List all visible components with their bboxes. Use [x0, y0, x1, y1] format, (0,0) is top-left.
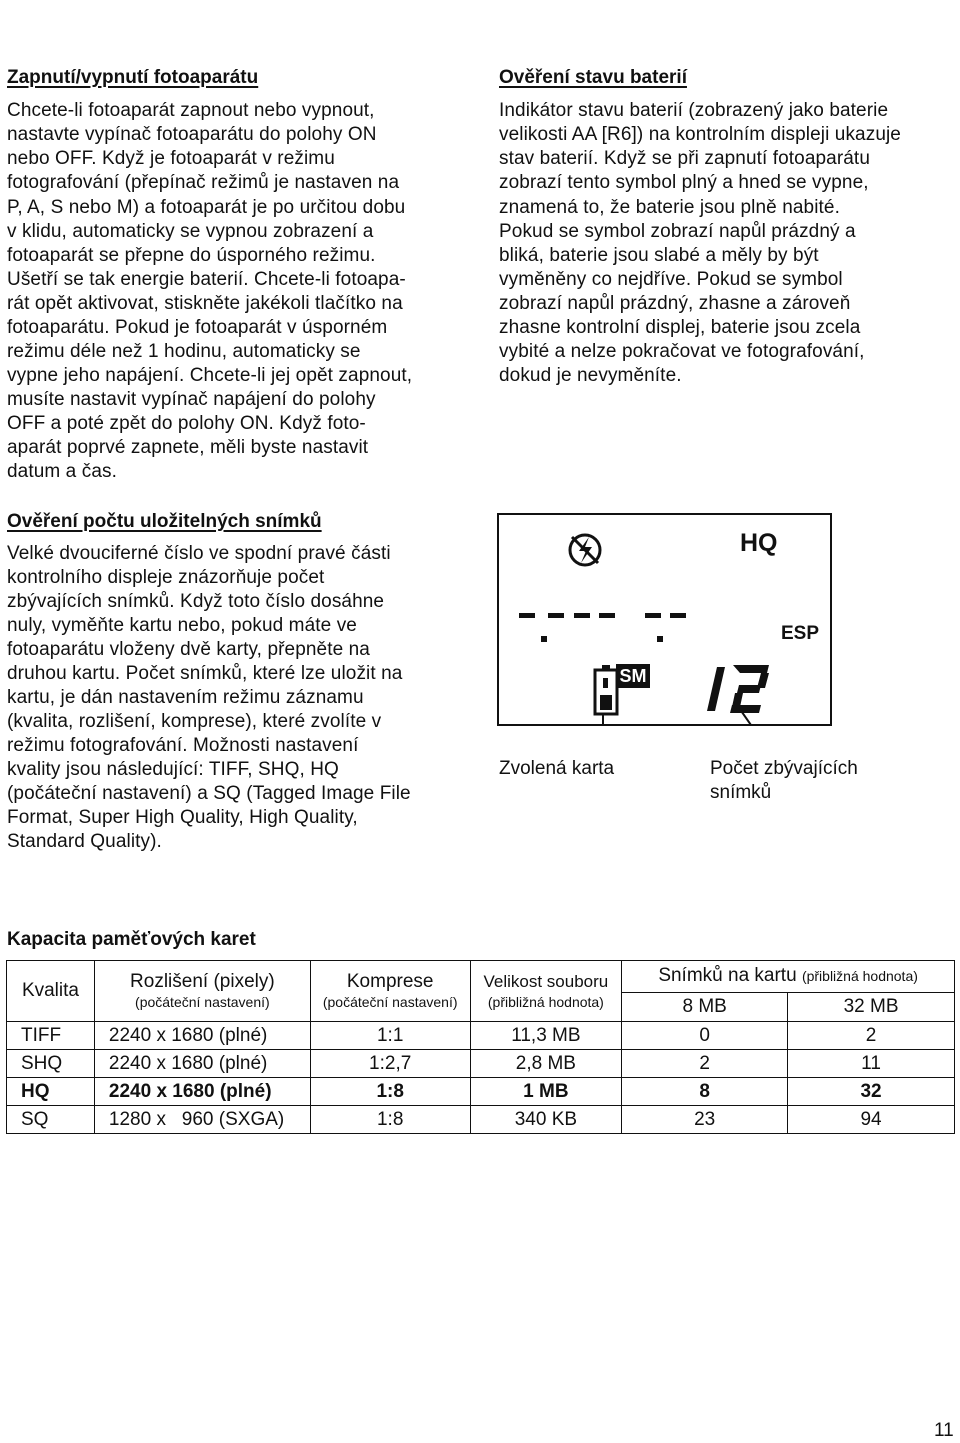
control-panel-drawing	[499, 515, 830, 724]
card-capacity-table	[6, 960, 955, 1134]
table-row	[7, 1106, 955, 1134]
frame-count-digits	[707, 665, 769, 713]
text-line: zobrazí napůl prázdný, zhasne a zároveň	[499, 293, 851, 314]
cell-8mb: 0	[622, 1022, 788, 1050]
text-line: zhasne kontrolní displej, baterie jsou zcela	[499, 317, 861, 338]
segment-dashes	[519, 613, 686, 642]
text-line: fotoaparátu vloženy dvě karty, přepněte na	[7, 639, 370, 660]
text-line: znamená to, že baterie jsou plně nabité.	[499, 197, 840, 218]
text-line: Standard Quality).	[7, 831, 162, 852]
text-line: Velké dvouciferné číslo ve spodní pravé části	[7, 543, 391, 564]
caption-remaining-frames-1: Počet zbývajících	[710, 758, 858, 779]
table-title: Kapacita paměťových karet	[7, 929, 256, 950]
text-line: fotoaparát se přepne do úsporného režimu.	[7, 245, 376, 266]
hq-indicator: HQ	[740, 529, 778, 557]
cell-rozliseni: 2240 x 1680 (plné)	[94, 1078, 310, 1106]
table-row	[7, 1022, 955, 1050]
text-line: režimu déle než 1 hodinu, automaticky se	[7, 341, 361, 362]
text-line: vyměněny co nejdříve. Pokud se symbol	[499, 269, 843, 290]
text-line: nebo OFF. Když je fotoaparát v režimu	[7, 148, 335, 169]
text-line: v klidu, automaticky se vypnou zobrazení a	[7, 221, 374, 242]
cell-komprese: 1:1	[310, 1022, 470, 1050]
text-line: bliká, baterie jsou slabé a měly by být	[499, 245, 819, 266]
text-line: kontrolního displeje znázorňuje počet	[7, 567, 325, 588]
cell-velikost: 1 MB	[470, 1078, 622, 1106]
header-snimku: Snímků na kartu (přibližná hodnota)	[622, 961, 955, 993]
text-line: OFF a poté zpět do polohy ON. Když foto-	[7, 413, 366, 434]
header-kvalita: Kvalita	[7, 961, 95, 1022]
text-line: stav baterií. Když se při zapnutí fotoaparátu	[499, 148, 870, 169]
text-line: kartu, je dán nastavením režimu záznamu	[7, 687, 364, 708]
heading-power: Zapnutí/vypnutí fotoaparátu	[7, 67, 259, 88]
cell-8mb: 8	[622, 1078, 788, 1106]
cell-kvalita: SHQ	[7, 1050, 95, 1078]
cell-velikost: 2,8 MB	[470, 1050, 622, 1078]
cell-kvalita: TIFF	[7, 1022, 95, 1050]
page-number: 11	[934, 1420, 954, 1441]
cell-rozliseni: 2240 x 1680 (plné)	[94, 1050, 310, 1078]
text-line: fotoaparátu. Pokud je fotoaparát v úsporném	[7, 317, 388, 338]
text-line: Indikátor stavu baterií (zobrazený jako baterie	[499, 100, 889, 121]
table-row	[7, 1078, 955, 1106]
cell-komprese: 1:2,7	[310, 1050, 470, 1078]
cell-rozliseni: 1280 x 960 (SXGA)	[94, 1106, 310, 1134]
header-8mb: 8 MB	[622, 992, 788, 1021]
text-line: nuly, vyměňte kartu nebo, pokud máte ve	[7, 615, 357, 636]
text-line: druhou kartu. Počet snímků, které lze uložit na	[7, 663, 403, 684]
header-32mb: 32 MB	[788, 992, 955, 1021]
cell-kvalita: SQ	[7, 1106, 95, 1134]
text-line: musíte nastavit vypínač napájení do polohy	[7, 389, 376, 410]
text-line: nastavte vypínač fotoaparátu do polohy ON	[7, 124, 377, 145]
caption-selected-card: Zvolená karta	[499, 758, 615, 779]
cell-komprese: 1:8	[310, 1078, 470, 1106]
text-line: P, A, S nebo M) a fotoaparát je po určitou dobu	[7, 197, 406, 218]
cell-32mb: 94	[788, 1106, 955, 1134]
cell-8mb: 2	[622, 1050, 788, 1078]
text-line: Pokud se symbol zobrazí napůl prázdný a	[499, 221, 856, 242]
battery-icon	[595, 665, 617, 714]
text-line: režimu fotografování. Možnosti nastavení	[7, 735, 359, 756]
heading-frame-count: Ověření počtu uložitelných snímků	[7, 511, 322, 532]
text-line: kvality jsou následující: TIFF, SHQ, HQ	[7, 759, 339, 780]
text-line: Format, Super High Quality, High Quality,	[7, 807, 358, 828]
control-panel-display	[497, 513, 832, 726]
text-line: velikosti AA [R6]) na kontrolním displeji ukazuje	[499, 124, 901, 145]
cell-rozliseni: 2240 x 1680 (plné)	[94, 1022, 310, 1050]
text-line: Ušetří se tak energie baterií. Chcete-li fotoapa-	[7, 269, 406, 290]
text-line: (kvalita, rozlišení, komprese), které zvolíte v	[7, 711, 382, 732]
text-line: vybité a nelze pokračovat ve fotografování,	[499, 341, 865, 362]
header-velikost: Velikost souboru (přibližná hodnota)	[470, 961, 622, 1022]
cell-velikost: 340 KB	[470, 1106, 622, 1134]
flash-off-icon	[570, 535, 600, 565]
table-row	[7, 1050, 955, 1078]
cell-velikost: 11,3 MB	[470, 1022, 622, 1050]
table-header-row	[7, 961, 955, 993]
text-line: rát opět aktivovat, stiskněte jakékoli tlačítko na	[7, 293, 403, 314]
text-line: Chcete-li fotoaparát zapnout nebo vypnout,	[7, 100, 375, 121]
cell-32mb: 32	[788, 1078, 955, 1106]
text-line: dokud je nevyměníte.	[499, 365, 682, 386]
sm-card-indicator: SM	[616, 664, 650, 688]
esp-indicator: ESP	[781, 623, 820, 644]
text-line: zobrazí tento symbol plný a hned se vypne,	[499, 172, 869, 193]
text-line: zbývajících snímků. Když toto číslo dosáhne	[7, 591, 385, 612]
cell-komprese: 1:8	[310, 1106, 470, 1134]
text-line: fotografování (přepínač režimů je nastaven na	[7, 172, 400, 193]
heading-battery: Ověření stavu baterií	[499, 67, 687, 88]
text-line: datum a čas.	[7, 461, 117, 482]
text-line: vypne jeho napájení. Chcete-li jej opět zapnout,	[7, 365, 413, 386]
cell-8mb: 23	[622, 1106, 788, 1134]
cell-kvalita: HQ	[7, 1078, 95, 1106]
text-line: (počáteční nastavení) a SQ (Tagged Image File	[7, 783, 411, 804]
header-komprese: Komprese (počáteční nastavení)	[310, 961, 470, 1022]
text-line: aparát poprvé zapnete, měli byste nastavit	[7, 437, 369, 458]
cell-32mb: 11	[788, 1050, 955, 1078]
caption-remaining-frames-2: snímků	[710, 782, 772, 803]
cell-32mb: 2	[788, 1022, 955, 1050]
header-rozliseni: Rozlišení (pixely) (počáteční nastavení)	[94, 961, 310, 1022]
